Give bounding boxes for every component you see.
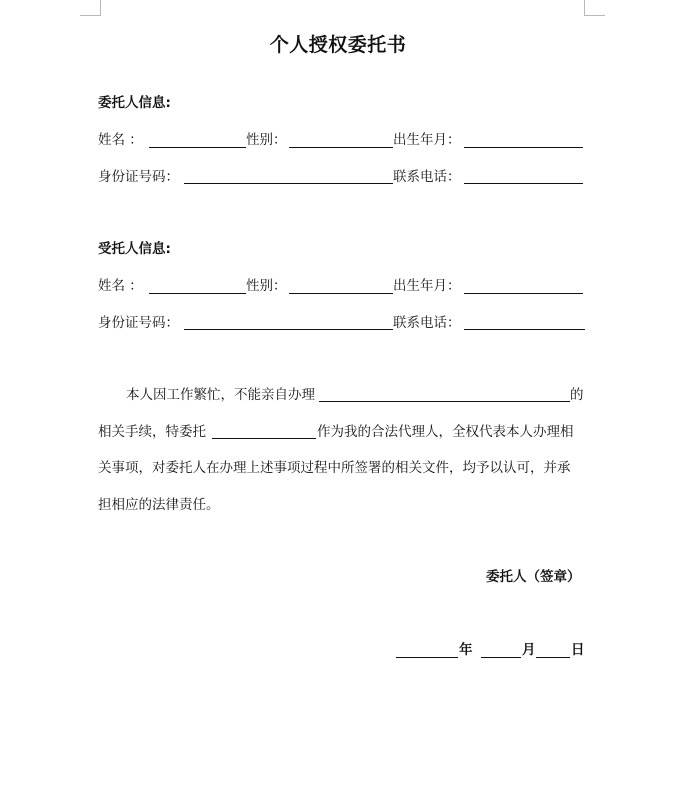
body-line-4: 担相应的法律责任。 xyxy=(98,497,220,513)
principal-name-label: 姓名 ： xyxy=(98,132,143,148)
agent-id-label: 身份证号码： xyxy=(98,315,179,331)
principal-heading: 委托人信息: xyxy=(98,95,171,111)
agent-birth-label: 出生年月： xyxy=(393,278,461,294)
agent-heading: 受托人信息: xyxy=(98,241,171,257)
agent-name-field[interactable] xyxy=(149,293,246,294)
agent-phone-label: 联系电话： xyxy=(393,315,461,331)
year-label: 年 xyxy=(459,642,473,658)
body-line-1-start: 本人因工作繁忙，不能亲自办理 xyxy=(126,387,315,403)
body-line-2-start: 相关手续，特委托 xyxy=(98,424,206,440)
principal-gender-field[interactable] xyxy=(289,147,393,148)
principal-birth-field[interactable] xyxy=(464,147,583,148)
body-line-3: 关事项，对委托人在办理上述事项过程中所签署的相关文件，均予以认可，并承 xyxy=(98,460,571,476)
body-line-2-end: 作为我的合法代理人，全权代表本人办理相 xyxy=(317,424,574,440)
month-label: 月 xyxy=(522,642,536,658)
page-corner-mark-right xyxy=(584,0,605,16)
agent-name-label: 姓名 ： xyxy=(98,278,143,294)
document-title: 个人授权委托书 xyxy=(269,34,407,56)
day-label: 日 xyxy=(571,642,585,658)
signature-label: 委托人（签章） xyxy=(486,569,581,585)
principal-id-field[interactable] xyxy=(184,183,393,184)
principal-name-field[interactable] xyxy=(149,147,246,148)
principal-birth-label: 出生年月： xyxy=(393,132,461,148)
principal-id-label: 身份证号码： xyxy=(98,169,179,185)
agent-gender-label: 性别： xyxy=(246,278,287,294)
page-corner-mark-left xyxy=(80,0,101,16)
agent-id-field[interactable] xyxy=(184,329,393,330)
year-field[interactable] xyxy=(396,657,458,658)
agent-birth-field[interactable] xyxy=(464,293,583,294)
body-line-1-end: 的 xyxy=(570,387,584,403)
principal-phone-field[interactable] xyxy=(464,183,583,184)
matter-field[interactable] xyxy=(319,401,570,402)
principal-phone-label: 联系电话： xyxy=(393,169,461,185)
day-field[interactable] xyxy=(536,657,570,658)
agent-name-inline-field[interactable] xyxy=(212,438,316,439)
principal-gender-label: 性别： xyxy=(246,132,287,148)
agent-phone-field[interactable] xyxy=(464,329,585,330)
agent-gender-field[interactable] xyxy=(289,293,393,294)
month-field[interactable] xyxy=(481,657,521,658)
